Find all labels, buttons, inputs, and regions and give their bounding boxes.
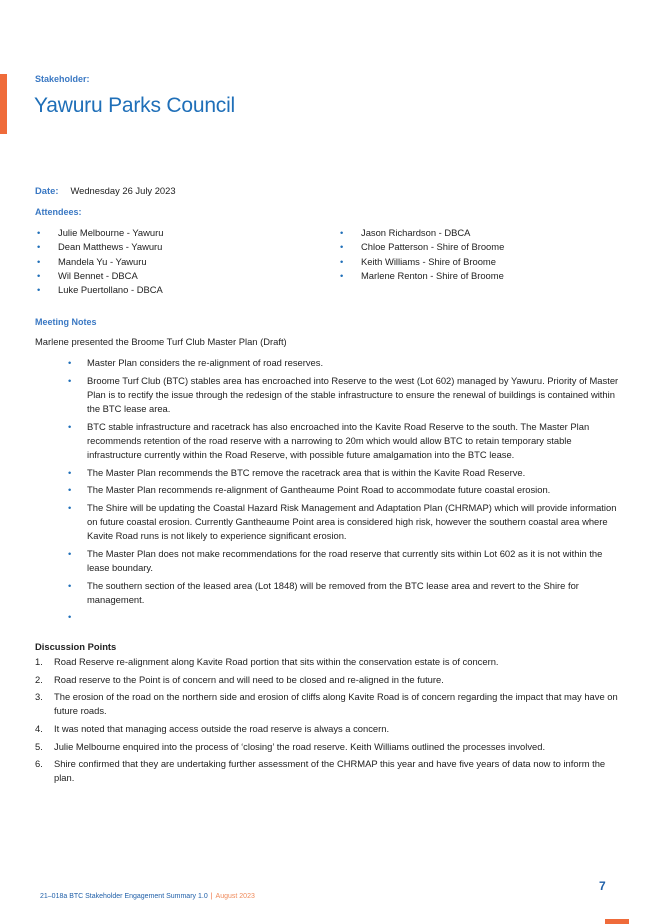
note-item: • The southern section of the leased area (Lot 1848) will be removed from the BTC lease area and revert to the Shire for management. (66, 579, 622, 607)
item-number: 2. (35, 673, 43, 685)
discussion-item (35, 722, 623, 736)
attendee-item: • Julie Melbourne - Yawuru (35, 226, 163, 240)
meeting-notes-intro: Marlene presented the Broome Turf Club Master Plan (Draft) (35, 336, 287, 347)
accent-bar (0, 74, 7, 134)
page-footer (40, 893, 255, 900)
item-number: 3. (35, 691, 43, 703)
item-number: 5. (35, 740, 43, 752)
footer-separator: | (210, 893, 213, 900)
note-item: • Master Plan considers the re-alignment of road reserves. (66, 356, 622, 370)
attendee-item: • Dean Matthews - Yawuru (35, 240, 163, 254)
discussion-item (35, 673, 623, 687)
discussion-item (35, 757, 623, 785)
attendee-item: • Marlene Renton - Shire of Broome (338, 269, 504, 283)
attendee-item: • Wil Bennet - DBCA (35, 269, 163, 283)
note-item: • The Master Plan does not make recommendations for the road reserve that currently sits within Lot 602 as it is not within the lease boundary. (66, 547, 622, 575)
item-number: 1. (35, 656, 43, 667)
note-item: • The Master Plan recommends the BTC remove the racetrack area that is within the Kavite Road Reserve. (66, 466, 622, 480)
meeting-notes-label: Meeting Notes (35, 317, 97, 327)
date-label: Date: (35, 185, 59, 196)
note-item: • The Shire will be updating the Coastal Hazard Risk Management and Adaptation Plan (CHRMAP) which will provide information on future coastal erosion. Currently Gantheaume Point area is considered high risk, however the southern coastal area where Kavite Road runs is not likely to experience significant erosion. (66, 501, 622, 544)
item-text: The erosion of the road on the northern side and erosion of cliffs along Kavite Road is of concern regarding the impact that may have on future roads. (54, 691, 618, 717)
item-text: Julie Melbourne enquired into the process of ‘closing’ the road reserve. Keith Williams outlined the processes involved. (54, 740, 546, 752)
attendee-item: • Luke Puertollano - DBCA (35, 283, 163, 297)
item-text: It was noted that managing access outside the road reserve is always a concern. (54, 722, 390, 734)
attendees-list-left (35, 226, 163, 297)
attendee-item: • Mandela Yu - Yawuru (35, 255, 163, 269)
page-title: Yawuru Parks Council (34, 94, 236, 117)
note-item: • The Master Plan recommends re-alignment of Gantheaume Point Road to accommodate future coastal erosion. (66, 483, 622, 497)
attendees-list-right (338, 226, 504, 283)
discussion-item (35, 740, 623, 754)
discussion-item (35, 690, 623, 718)
attendee-item: • Chloe Patterson - Shire of Broome (338, 240, 504, 254)
attendee-item: • Keith Williams - Shire of Broome (338, 255, 504, 269)
meeting-date (35, 185, 176, 196)
item-number: 6. (35, 758, 43, 770)
item-number: 4. (35, 722, 43, 734)
item-text: Road reserve to the Point is of concern and will need to be closed and re-aligned in the future. (54, 673, 444, 685)
discussion-item (35, 655, 623, 669)
note-item: • BTC stable infrastructure and racetrack has also encroached into the Kavite Road Reserve to the south. The Master Plan recommends retention of the road reserve with a narrowing to 20m which would allow BTC to retain temporary stable infrastructure currently within the Road Reserve, with possible future amalgamation into the BTC lease. (66, 420, 622, 463)
note-item-empty (66, 610, 622, 624)
note-item: • Broome Turf Club (BTC) stables area has encroached into Reserve to the west (Lot 602) managed by Yawuru. Priority of Master Plan is to rectify the issue through the redesign of the stable infrastructure to ensure the renewal of buildings is contained within the BTC lease area. (66, 374, 622, 417)
meeting-notes-list (66, 356, 622, 628)
footer-date: August 2023 (215, 893, 255, 900)
attendees-label: Attendees: (35, 207, 82, 217)
discussion-points-label: Discussion Points (35, 641, 117, 652)
item-text: Road Reserve re-alignment along Kavite Road portion that sits within the conservation estate is of concern. (54, 656, 499, 667)
attendee-item: • Jason Richardson - DBCA (338, 226, 504, 240)
date-value: Wednesday 26 July 2023 (70, 185, 176, 196)
section-label: Stakeholder: (35, 74, 90, 84)
footer-doc-name: 21–018a BTC Stakeholder Engagement Summary 1.0 (40, 893, 208, 900)
corner-accent-bar (605, 919, 629, 924)
discussion-points-list (35, 655, 623, 789)
item-text: Shire confirmed that they are undertaking further assessment of the CHRMAP this year and have five years of data now to inform the plan. (54, 758, 606, 784)
page-number: 7 (599, 879, 606, 893)
